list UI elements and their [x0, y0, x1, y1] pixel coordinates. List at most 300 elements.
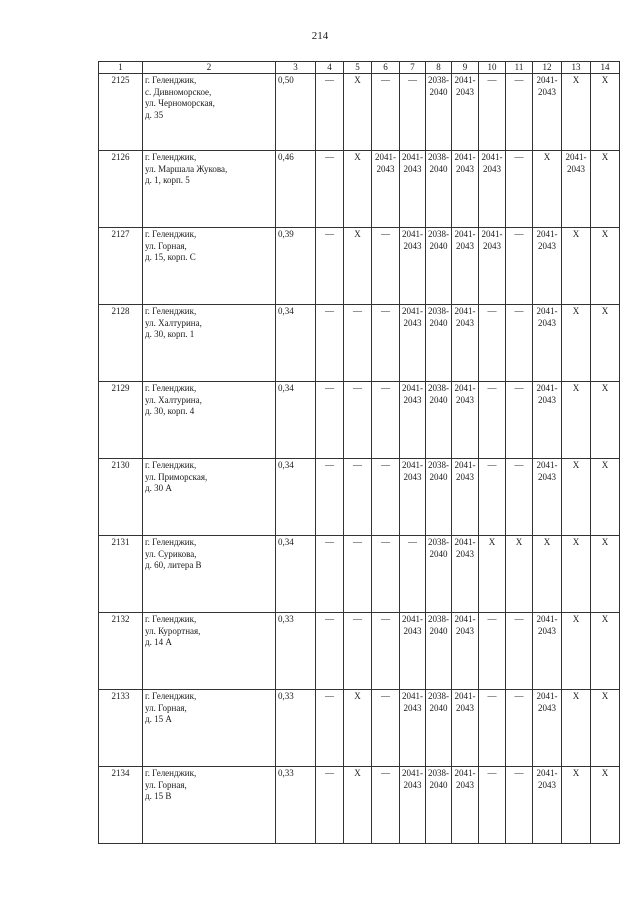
cell-line: — [325, 768, 334, 778]
column-number: 11 [506, 62, 533, 74]
period-cell [316, 459, 344, 536]
cell-line: 2041- [454, 306, 476, 316]
cell-line: X [572, 460, 580, 470]
period-cell [372, 382, 400, 459]
cell-line: — [381, 614, 390, 624]
cell-line: 2043 [403, 471, 422, 482]
cell-line: д. 60, литера В [145, 560, 202, 570]
cell-line: — [514, 75, 524, 85]
value-cell: 0,34 [276, 459, 316, 536]
address-cell [143, 536, 276, 613]
period-cell [562, 74, 591, 151]
period-cell [479, 74, 506, 151]
cell-line: X [354, 691, 361, 701]
cell-line: 2040 [429, 702, 448, 713]
period-cell [452, 305, 479, 382]
cell-line: 2043 [403, 625, 422, 636]
period-cell [372, 767, 400, 844]
cell-line: 2041- [536, 614, 558, 624]
period-cell [426, 613, 452, 690]
cell-line: 2041- [536, 75, 558, 85]
cell-line: — [381, 306, 390, 316]
cell-line: — [487, 306, 497, 316]
cell-line: 2043 [567, 163, 585, 174]
period-cell [316, 305, 344, 382]
cell-line: 2040 [429, 779, 448, 790]
cell-line: 2043 [483, 163, 501, 174]
period-cell [426, 74, 452, 151]
cell-line: 2043 [538, 625, 556, 636]
cell-line: д. 30, корп. 1 [145, 329, 195, 339]
column-number: 10 [479, 62, 506, 74]
cell-line: 2041- [454, 75, 476, 85]
period-cell [533, 767, 562, 844]
period-cell [533, 151, 562, 228]
period-cell [562, 228, 591, 305]
column-number: 2 [143, 62, 276, 74]
cell-line: — [325, 691, 334, 701]
cell-line: — [514, 383, 524, 393]
cell-line: X [572, 614, 580, 624]
cell-line: X [354, 229, 361, 239]
column-number: 1 [99, 62, 143, 74]
period-cell [316, 151, 344, 228]
cell-line: — [381, 537, 390, 547]
cell-line: 2041- [402, 306, 423, 316]
cell-line: г. Геленджик, [145, 768, 197, 778]
cell-line: — [381, 768, 390, 778]
cell-line: — [353, 383, 362, 393]
cell-line: — [514, 152, 524, 162]
cell-line: — [325, 152, 334, 162]
cell-line: 2043 [456, 240, 474, 251]
cell-line: 2043 [403, 779, 422, 790]
period-cell [372, 690, 400, 767]
cell-line: 2041- [536, 460, 558, 470]
period-cell [400, 74, 426, 151]
registry-table [98, 61, 620, 844]
cell-line: — [381, 691, 390, 701]
period-cell [400, 767, 426, 844]
cell-line: 2041- [454, 460, 476, 470]
table-row [99, 74, 620, 151]
row-number-cell: 2134 [99, 767, 143, 844]
cell-line: — [325, 460, 334, 470]
cell-line: X [572, 383, 580, 393]
cell-line: 2038- [428, 152, 449, 162]
cell-line: X [601, 691, 609, 701]
period-cell [479, 459, 506, 536]
cell-line: 2041- [536, 768, 558, 778]
column-number: 6 [372, 62, 400, 74]
period-cell [591, 151, 620, 228]
cell-line: — [325, 75, 334, 85]
period-cell [479, 767, 506, 844]
cell-line: 2043 [483, 240, 501, 251]
row-number-cell: 2126 [99, 151, 143, 228]
cell-line: X [488, 537, 496, 547]
period-cell [562, 536, 591, 613]
cell-line: г. Геленджик, [145, 383, 197, 393]
cell-line: 2038- [428, 768, 449, 778]
row-number-cell: 2125 [99, 74, 143, 151]
period-cell [562, 613, 591, 690]
cell-line: 2041- [536, 691, 558, 701]
period-cell [316, 536, 344, 613]
cell-line: г. Геленджик, [145, 614, 197, 624]
cell-line: 2041- [454, 537, 476, 547]
cell-line: — [381, 229, 390, 239]
cell-line: 2038- [428, 383, 449, 393]
period-cell [344, 767, 372, 844]
table-row [99, 767, 620, 844]
period-cell [316, 690, 344, 767]
table-row [99, 305, 620, 382]
cell-line: — [381, 75, 390, 85]
cell-line: 2040 [429, 548, 448, 559]
cell-line: 2043 [538, 317, 556, 328]
cell-line: X [543, 537, 551, 547]
period-cell [426, 459, 452, 536]
address-cell [143, 228, 276, 305]
period-cell [372, 459, 400, 536]
period-cell [533, 74, 562, 151]
period-cell [400, 613, 426, 690]
period-cell [506, 228, 533, 305]
cell-line: — [353, 537, 362, 547]
column-number: 8 [426, 62, 452, 74]
cell-line: — [325, 306, 334, 316]
period-cell [562, 690, 591, 767]
cell-line: 2038- [428, 614, 449, 624]
address-cell [143, 690, 276, 767]
cell-line: 2043 [538, 394, 556, 405]
cell-line: 2041- [402, 229, 423, 239]
period-cell [506, 767, 533, 844]
column-number: 13 [562, 62, 591, 74]
cell-line: 2038- [428, 460, 449, 470]
cell-line: д. 35 [145, 109, 164, 120]
period-cell [426, 690, 452, 767]
cell-line: с. Дивноморское, [145, 86, 212, 97]
cell-line: X [601, 229, 609, 239]
cell-line: 2041- [536, 229, 558, 239]
period-cell [562, 459, 591, 536]
period-cell [506, 690, 533, 767]
period-cell [400, 382, 426, 459]
cell-line: X [354, 768, 361, 778]
cell-line: — [514, 614, 524, 624]
value-cell: 0,34 [276, 305, 316, 382]
column-number: 4 [316, 62, 344, 74]
cell-line: г. Геленджик, [145, 537, 197, 547]
period-cell [479, 382, 506, 459]
period-cell [400, 151, 426, 228]
period-cell [506, 382, 533, 459]
cell-line: 2043 [456, 163, 474, 174]
cell-line: 2040 [429, 240, 448, 251]
cell-line: г. Геленджик, [145, 152, 197, 162]
cell-line: 2038- [428, 75, 449, 85]
period-cell [452, 767, 479, 844]
row-number-cell: 2131 [99, 536, 143, 613]
cell-line: 2041- [454, 229, 476, 239]
cell-line: — [487, 768, 497, 778]
cell-line: — [325, 614, 334, 624]
cell-line: 2043 [456, 86, 474, 97]
row-number-cell: 2132 [99, 613, 143, 690]
cell-line: 2041- [454, 768, 476, 778]
period-cell [562, 151, 591, 228]
cell-line: — [514, 306, 524, 316]
cell-line: д. 30 А [145, 483, 172, 493]
period-cell [372, 228, 400, 305]
period-cell [479, 613, 506, 690]
period-cell [426, 151, 452, 228]
row-number-cell: 2127 [99, 228, 143, 305]
period-cell [452, 74, 479, 151]
period-cell [533, 536, 562, 613]
period-cell [344, 459, 372, 536]
cell-line: — [325, 383, 334, 393]
period-cell [591, 305, 620, 382]
cell-line: 2040 [429, 471, 448, 482]
cell-line: ул. Горная, [145, 240, 187, 251]
value-cell: 0,34 [276, 536, 316, 613]
cell-line: д. 15 А [145, 714, 172, 724]
cell-line: X [572, 537, 580, 547]
cell-line: — [487, 691, 497, 701]
cell-line: — [487, 614, 497, 624]
period-cell [479, 151, 506, 228]
period-cell [591, 613, 620, 690]
address-cell [143, 74, 276, 151]
period-cell [344, 382, 372, 459]
cell-line: 2041- [402, 614, 423, 624]
cell-line: — [353, 306, 362, 316]
cell-line: X [601, 306, 609, 316]
cell-line: 2043 [403, 702, 422, 713]
cell-line: 2043 [456, 702, 474, 713]
period-cell [316, 382, 344, 459]
value-cell: 0,33 [276, 767, 316, 844]
period-cell [562, 767, 591, 844]
period-cell [506, 613, 533, 690]
period-cell [591, 767, 620, 844]
cell-line: г. Геленджик, [145, 229, 197, 239]
cell-line: 2041- [481, 229, 503, 239]
cell-line: 2043 [538, 779, 556, 790]
cell-line: г. Геленджик, [145, 691, 197, 701]
column-number: 7 [400, 62, 426, 74]
cell-line: 2038- [428, 691, 449, 701]
cell-line: 2043 [456, 317, 474, 328]
cell-line: 2038- [428, 229, 449, 239]
cell-line: 2040 [429, 163, 448, 174]
table-row [99, 459, 620, 536]
cell-line: 2043 [456, 625, 474, 636]
value-cell: 0,33 [276, 613, 316, 690]
value-cell: 0,46 [276, 151, 316, 228]
period-cell [591, 228, 620, 305]
table-row [99, 382, 620, 459]
cell-line: г. Геленджик, [145, 306, 197, 316]
period-cell [479, 305, 506, 382]
cell-line: — [353, 460, 362, 470]
period-cell [344, 151, 372, 228]
cell-line: — [487, 460, 497, 470]
cell-line: 2041- [454, 383, 476, 393]
cell-line: г. Геленджик, [145, 75, 197, 85]
cell-line: ул. Сурикова, [145, 548, 197, 559]
column-number-row [99, 62, 620, 74]
period-cell [372, 74, 400, 151]
period-cell [344, 690, 372, 767]
cell-line: X [601, 768, 609, 778]
period-cell [562, 382, 591, 459]
cell-line: 2040 [429, 317, 448, 328]
cell-line: г. Геленджик, [145, 460, 197, 470]
period-cell [344, 228, 372, 305]
period-cell [426, 536, 452, 613]
cell-line: 2041- [536, 383, 558, 393]
period-cell [533, 459, 562, 536]
period-cell [316, 74, 344, 151]
period-cell [426, 228, 452, 305]
period-cell [479, 690, 506, 767]
period-cell [591, 536, 620, 613]
cell-line: X [572, 691, 580, 701]
cell-line: 2041- [481, 152, 503, 162]
cell-line: ул. Горная, [145, 779, 187, 790]
cell-line: 2041- [402, 460, 423, 470]
cell-line: 2043 [403, 394, 422, 405]
cell-line: X [601, 75, 609, 85]
cell-line: 2043 [376, 163, 395, 174]
cell-line: — [408, 75, 417, 85]
value-cell: 0,33 [276, 690, 316, 767]
cell-line: X [354, 75, 361, 85]
period-cell [452, 228, 479, 305]
cell-line: X [572, 75, 580, 85]
period-cell [344, 74, 372, 151]
period-cell [533, 228, 562, 305]
cell-line: 2038- [428, 537, 449, 547]
row-number-cell: 2128 [99, 305, 143, 382]
cell-line: — [325, 537, 334, 547]
cell-line: 2041- [536, 306, 558, 316]
period-cell [533, 382, 562, 459]
period-cell [426, 767, 452, 844]
page-number: 214 [311, 30, 329, 42]
period-cell [400, 305, 426, 382]
cell-line: д. 15, корп. С [145, 252, 196, 262]
period-cell [591, 459, 620, 536]
period-cell [452, 151, 479, 228]
value-cell: 0,50 [276, 74, 316, 151]
cell-line: X [601, 614, 609, 624]
cell-line: ул. Халтурина, [145, 317, 202, 328]
cell-line: ул. Приморская, [145, 471, 208, 482]
cell-line: — [408, 537, 417, 547]
period-cell [344, 536, 372, 613]
period-cell [316, 613, 344, 690]
row-number-cell: 2130 [99, 459, 143, 536]
period-cell [591, 690, 620, 767]
cell-line: 2043 [538, 240, 556, 251]
cell-line: 2043 [538, 471, 556, 482]
period-cell [400, 459, 426, 536]
cell-line: ул. Курортная, [145, 625, 201, 636]
cell-line: 2043 [456, 394, 474, 405]
cell-line: 2041- [402, 383, 423, 393]
period-cell [591, 74, 620, 151]
cell-line: ул. Халтурина, [145, 394, 202, 405]
cell-line: X [354, 152, 361, 162]
period-cell [506, 536, 533, 613]
address-cell [143, 382, 276, 459]
period-cell [452, 690, 479, 767]
cell-line: — [325, 229, 334, 239]
period-cell [591, 382, 620, 459]
period-cell [344, 305, 372, 382]
period-cell [452, 459, 479, 536]
cell-line: — [381, 383, 390, 393]
cell-line: 2041- [402, 768, 423, 778]
period-cell [400, 536, 426, 613]
cell-line: 2043 [456, 779, 474, 790]
column-number: 9 [452, 62, 479, 74]
address-cell [143, 151, 276, 228]
period-cell [506, 459, 533, 536]
period-cell [426, 305, 452, 382]
cell-line: д. 14 А [145, 637, 172, 647]
period-cell [372, 151, 400, 228]
cell-line: 2041- [402, 152, 423, 162]
cell-line: 2041- [565, 152, 587, 162]
cell-line: X [572, 306, 580, 316]
value-cell: 0,34 [276, 382, 316, 459]
period-cell [479, 536, 506, 613]
table-row [99, 536, 620, 613]
cell-line: д. 15 В [145, 791, 172, 801]
cell-line: 2038- [428, 306, 449, 316]
table-row [99, 690, 620, 767]
address-cell [143, 613, 276, 690]
period-cell [506, 305, 533, 382]
cell-line: 2043 [403, 163, 422, 174]
period-cell [400, 690, 426, 767]
cell-line: 2040 [429, 86, 448, 97]
cell-line: X [572, 768, 580, 778]
address-cell [143, 459, 276, 536]
table-row [99, 613, 620, 690]
cell-line: X [572, 229, 580, 239]
period-cell [533, 305, 562, 382]
period-cell [372, 613, 400, 690]
row-number-cell: 2129 [99, 382, 143, 459]
cell-line: 2043 [403, 317, 422, 328]
cell-line: — [353, 614, 362, 624]
cell-line: 2040 [429, 394, 448, 405]
cell-line: 2043 [538, 702, 556, 713]
cell-line: X [515, 537, 523, 547]
cell-line: 2041- [454, 614, 476, 624]
period-cell [533, 690, 562, 767]
cell-line: — [514, 460, 524, 470]
cell-line: 2043 [538, 86, 556, 97]
cell-line: д. 30, корп. 4 [145, 406, 195, 416]
